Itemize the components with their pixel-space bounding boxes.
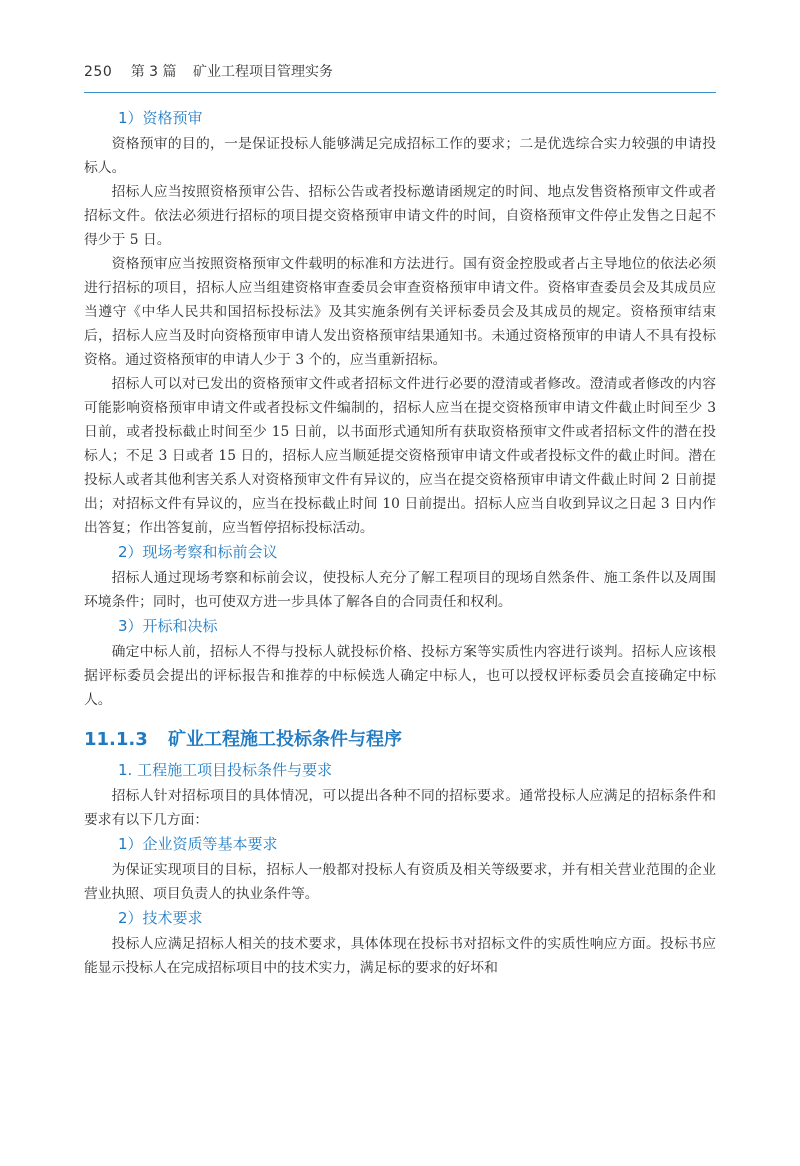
heading-site-visit: 2）现场考察和标前会议 bbox=[118, 543, 278, 561]
paragraph: 招标人通过现场考察和标前会议，使投标人充分了解工程项目的现场自然条件、施工条件以及周围环境条件；同时，也可使双方进一步具体了解各自的合同责任和权利。 bbox=[84, 570, 716, 610]
paragraph: 招标人应当按照资格预审公告、招标公告或者投标邀请函规定的时间、地点发售资格预审文件或者招标文件。依法必须进行招标的项目提交资格预审申请文件的时间，自资格预审文件停止发售之日起不得少于 5 日。 bbox=[84, 184, 716, 248]
header-rule bbox=[84, 92, 716, 93]
part-label: 第 3 篇 bbox=[130, 64, 177, 80]
paragraph: 招标人针对招标项目的具体情况，可以提出各种不同的招标要求。通常投标人应满足的招标条件和要求有以下几方面： bbox=[84, 788, 716, 828]
page-number: 250 bbox=[84, 64, 113, 80]
paragraph: 为保证实现项目的目标，招标人一般都对投标人有资质及相关等级要求，并有相关营业范围的企业营业执照、项目负责人的执业条件等。 bbox=[84, 862, 716, 902]
heading-bid-opening: 3）开标和决标 bbox=[118, 617, 218, 635]
paragraph: 确定中标人前，招标人不得与投标人就投标价格、投标方案等实质性内容进行谈判。招标人应该根据评标委员会提出的评标报告和推荐的中标候选人确定中标人，也可以授权评标委员会直接确定中标人。 bbox=[84, 644, 716, 708]
heading-bid-conditions: 1. 工程施工项目投标条件与要求 bbox=[118, 761, 333, 779]
paragraph: 招标人可以对已发出的资格预审文件或者招标文件进行必要的澄清或者修改。澄清或者修改的内容可能影响资格预审申请文件或者投标文件编制的，招标人应当在提交资格预审申请文件截止时间至少 3 日前，或者投标截止时间至少 15 日前，以书面形式通知所有获取资格预审文件或者招标文件的潜在投标人；不足 3 日或者 15 日的，招标人应当顺延提交资格预审申请文件或者投标文件的截止时间。潜在投标人或者其他利害关系人对资格预审文件有异议的，应当在提交资格预审申请文件截止时间 2 日前提出；对招标文件有异议的，应当在投标截止时间 10 日前提出。招标人应当自收到异议之日起 3 日内作出答复；作出答复前，应当暂停招标投标活动。 bbox=[84, 376, 716, 536]
heading-prequalification: 1）资格预审 bbox=[118, 109, 203, 127]
body-content bbox=[84, 106, 716, 980]
heading-technical-requirements: 2）技术要求 bbox=[118, 909, 203, 927]
section-heading bbox=[84, 726, 716, 754]
heading-qualification-requirements: 1）企业资质等基本要求 bbox=[118, 835, 278, 853]
paragraph: 资格预审应当按照资格预审文件载明的标准和方法进行。国有资金控股或者占主导地位的依法必须进行招标的项目，招标人应当组建资格审查委员会审查资格预审申请文件。资格审查委员会及其成员应当遵守《中华人民共和国招标投标法》及其实施条例有关评标委员会及其成员的规定。资格预审结束后，招标人应当及时向资格预审申请人发出资格预审结果通知书。未通过资格预审的申请人不具有投标资格。通过资格预审的申请人少于 3 个的，应当重新招标。 bbox=[84, 256, 716, 368]
book-title: 矿业工程项目管理实务 bbox=[192, 64, 333, 80]
section-number: 11.1.3 bbox=[84, 729, 148, 750]
paragraph: 资格预审的目的，一是保证投标人能够满足完成招标工作的要求；二是优选综合实力较强的申请投标人。 bbox=[84, 136, 716, 176]
section-title: 矿业工程施工投标条件与程序 bbox=[168, 729, 403, 750]
header-text bbox=[84, 62, 333, 82]
running-header bbox=[84, 62, 716, 94]
paragraph: 投标人应满足招标人相关的技术要求，具体体现在投标书对招标文件的实质性响应方面。投标书应能显示投标人在完成招标项目中的技术实力，满足标的要求的好坏和 bbox=[84, 936, 716, 976]
